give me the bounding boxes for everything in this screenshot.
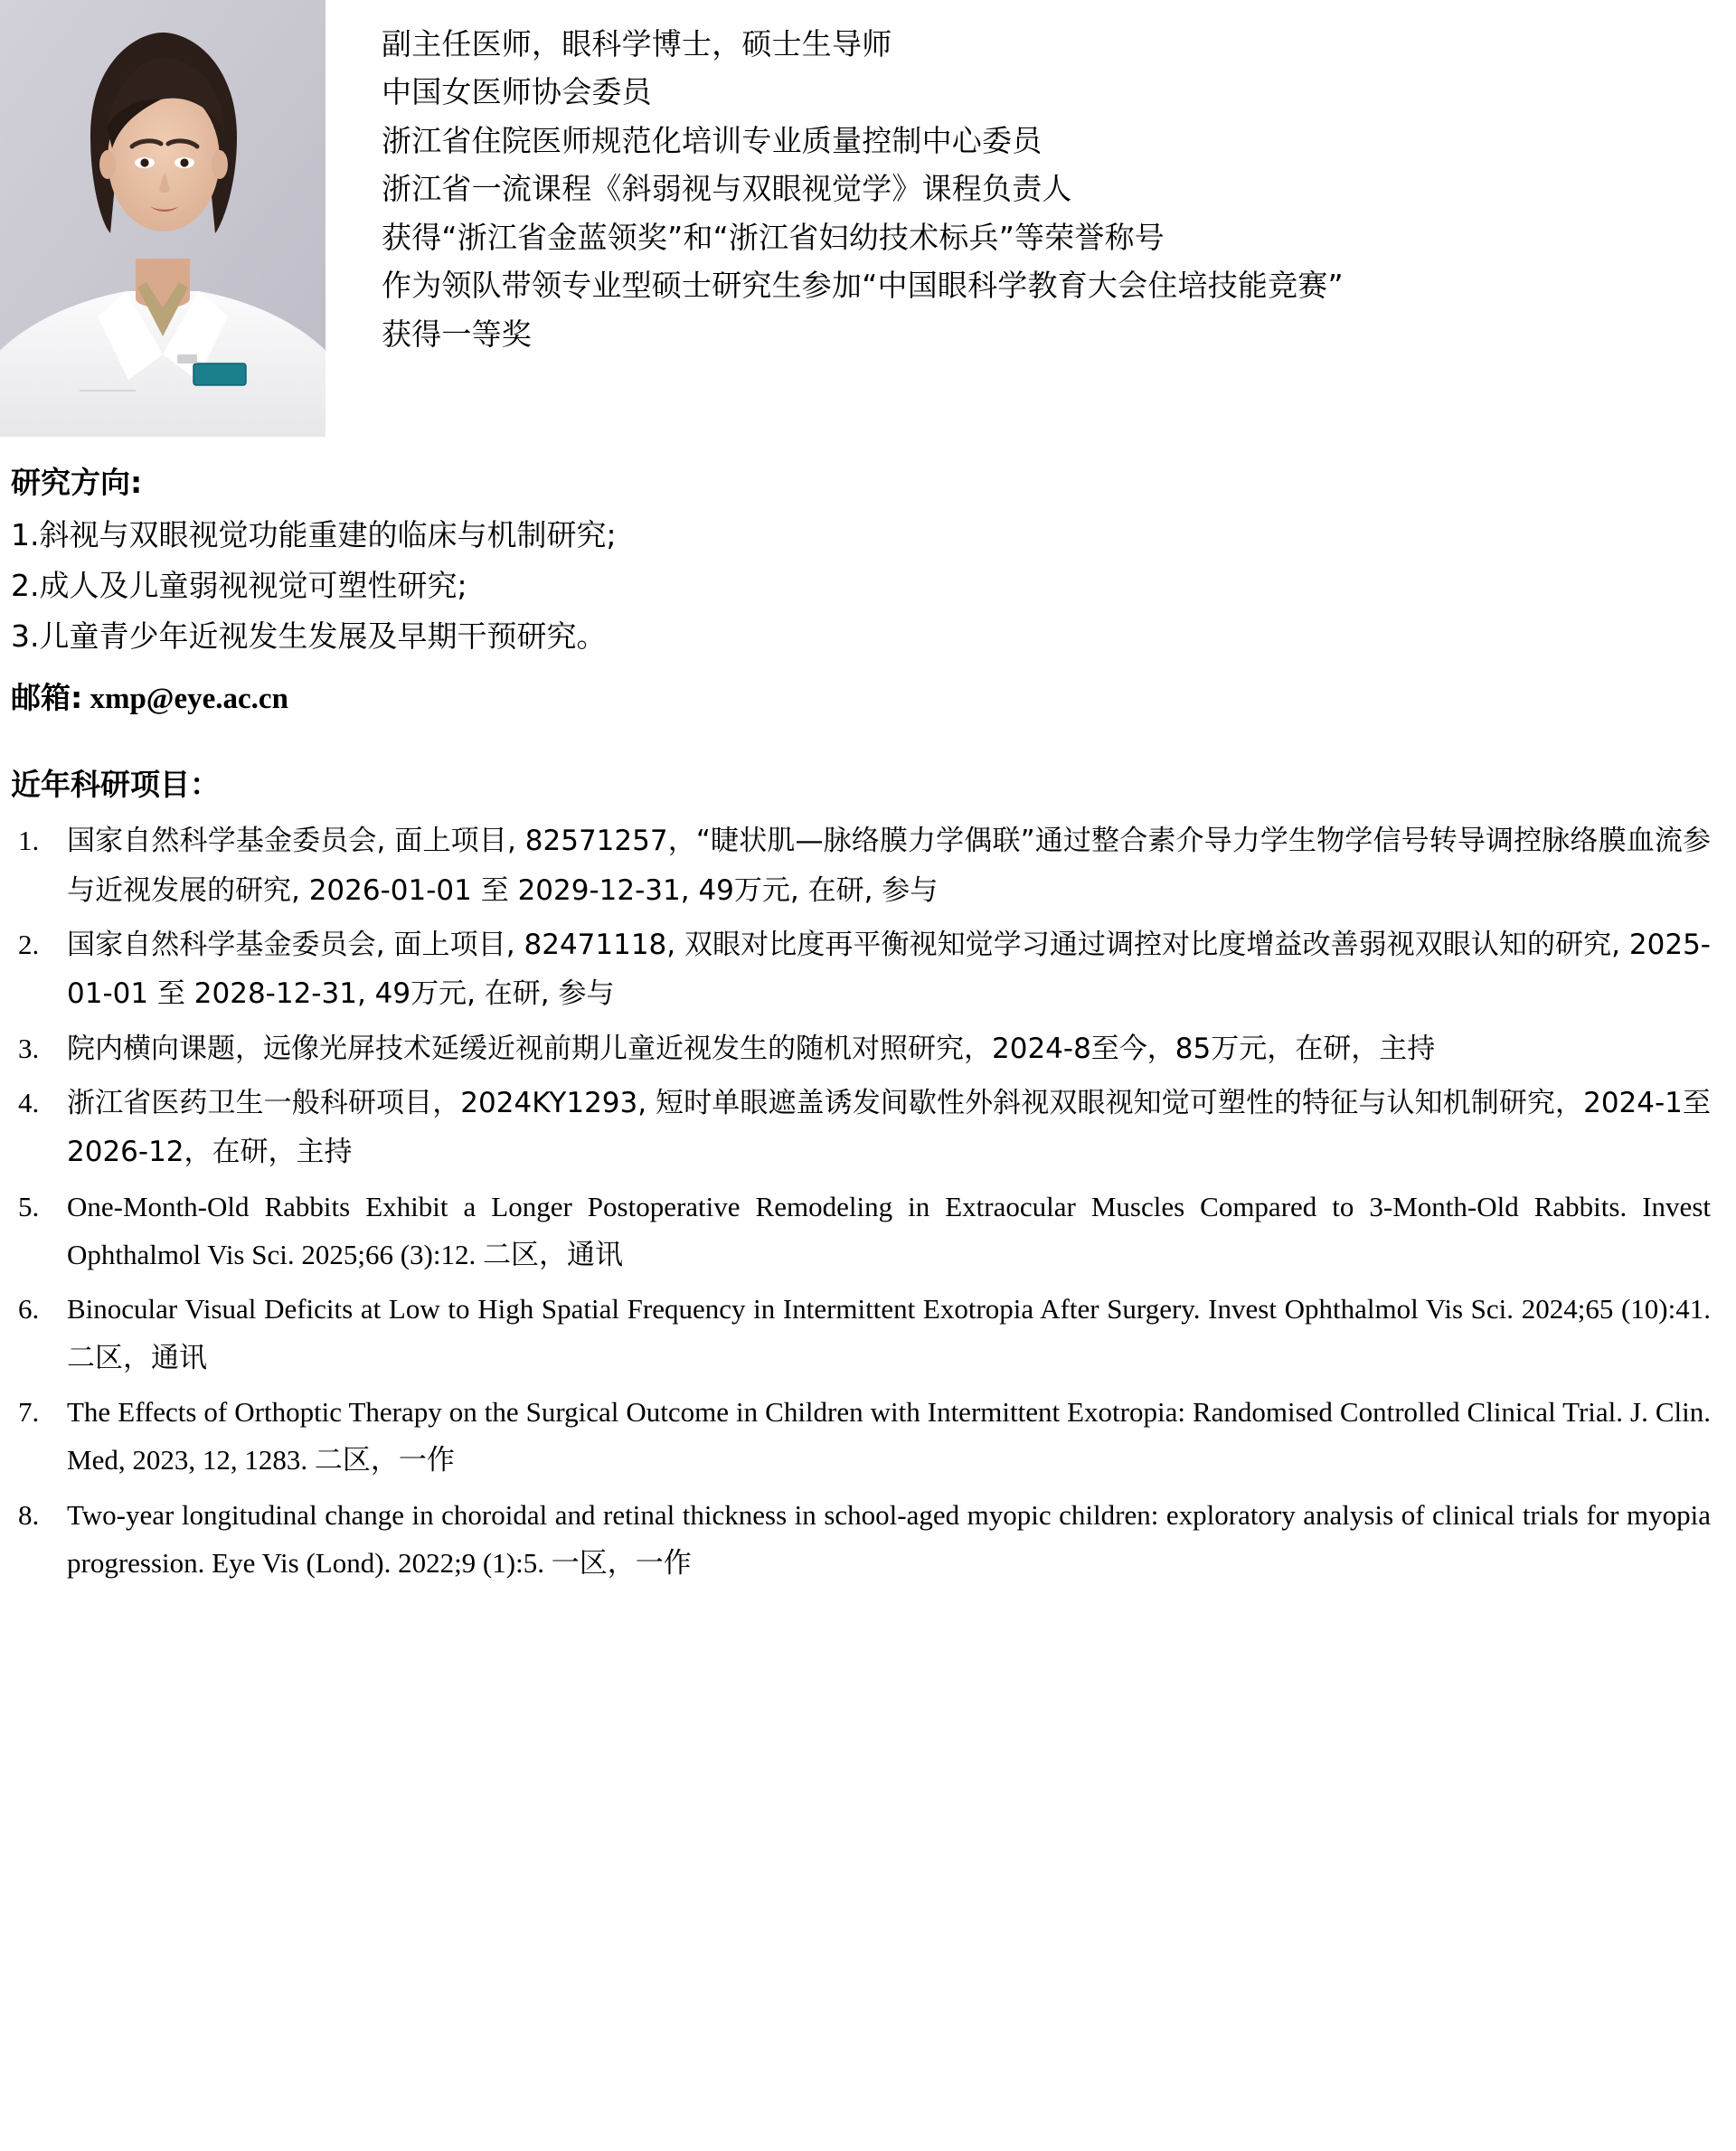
project-number: 3. xyxy=(18,1032,40,1064)
projects-section xyxy=(0,761,1736,804)
profile-header xyxy=(0,0,1736,437)
project-item xyxy=(11,1024,1711,1073)
portrait-photo xyxy=(0,0,326,437)
project-tag: 二区，一作 xyxy=(314,1444,455,1477)
credential-line: 浙江省住院医师规范化培训专业质量控制中心委员 xyxy=(382,122,1043,158)
project-text: Two-year longitudinal change in choroidal and retinal thickness in school-aged myopic children: exploratory analysis of clinical trials for myopia progression. Eye Vis (Lond). 2022;9 (1):5. xyxy=(67,1498,1711,1579)
research-direction-item: 3.儿童青少年近视发生发展及早期干预研究。 xyxy=(11,618,607,654)
research-direction-item: 2.成人及儿童弱视视觉可塑性研究; xyxy=(11,567,467,603)
email-address[interactable]: xmp@eye.ac.cn xyxy=(90,682,288,715)
project-item xyxy=(11,1183,1711,1280)
project-item xyxy=(11,1491,1711,1589)
project-number: 8. xyxy=(18,1498,40,1531)
credential-line: 中国女医师协会委员 xyxy=(382,74,652,110)
credential-line: 作为领队带领专业型硕士研究生参加“中国眼科学教育大会住培技能竞赛” xyxy=(382,268,1344,304)
email-row xyxy=(11,675,1711,722)
project-text: Binocular Visual Deficits at Low to High Spatial Frequency in Intermittent Exotropia After Surgery. Invest Ophthalmol Vis Sci. 2024;65 (10):41. xyxy=(67,1293,1711,1326)
project-item xyxy=(11,920,1711,1019)
project-text: 浙江省医药卫生一般科研项目，2024KY1293, 短时单眼遮盖诱发间歇性外斜视双眼视知觉可塑性的特征与认知机制研究，2024-1至2026-12，在研，主持 xyxy=(67,1087,1711,1169)
project-item xyxy=(11,1285,1711,1382)
credential-line: 浙江省一流课程《斜弱视与双眼视觉学》课程负责人 xyxy=(382,171,1072,207)
project-text: The Effects of Orthoptic Therapy on the Surgical Outcome in Children with Intermittent Exotropia: Randomised Controlled Clinical Trial. J. Clin. Med, 2023, 12, 1283. xyxy=(67,1395,1711,1476)
project-number: 7. xyxy=(18,1395,40,1428)
projects-list xyxy=(0,816,1736,1588)
project-tag: 二区，通讯 xyxy=(67,1341,207,1374)
credential-line: 副主任医师，眼科学博士，硕士生导师 xyxy=(382,26,892,61)
portrait-illustration xyxy=(0,0,326,437)
project-number: 2. xyxy=(18,929,40,961)
research-direction-item: 1.斜视与双眼视觉功能重建的临床与机制研究; xyxy=(11,516,617,552)
project-text: One-Month-Old Rabbits Exhibit a Longer Postoperative Remodeling in Extraocular Muscles Compared to 3-Month-Old Rabbits. Invest Ophthalmol Vis Sci. 2025;66 (3):12. xyxy=(67,1190,1711,1270)
project-item xyxy=(11,1079,1711,1177)
project-number: 4. xyxy=(18,1087,40,1119)
project-item xyxy=(11,816,1711,915)
credential-line: 获得一等奖 xyxy=(382,316,532,352)
project-tag: 二区，通讯 xyxy=(482,1238,623,1271)
projects-title: 近年科研项目： xyxy=(11,767,220,803)
project-tag: 一区，一作 xyxy=(551,1546,692,1580)
project-text: 院内横向课题，远像光屏技术延缓近视前期儿童近视发生的随机对照研究，2024-8至今，85万元，在研，主持 xyxy=(67,1032,1436,1065)
project-item xyxy=(11,1388,1711,1486)
credential-line: 获得“浙江省金蓝领奖”和“浙江省妇幼技术标兵”等荣誉称号 xyxy=(382,219,1165,255)
email-label: 邮箱: xyxy=(11,679,83,715)
research-directions-section xyxy=(0,460,1736,722)
research-directions-title: 研究方向: xyxy=(11,465,143,500)
project-text: 国家自然科学基金委员会, 面上项目, 82571257，“睫状肌—脉络膜力学偶联”通过整合素介导力学生物学信号转导调控脉络膜血流参与近视发展的研究, 2026-01-01 至 2029-12-31, 49万元, 在研, 参与 xyxy=(67,825,1711,907)
project-number: 5. xyxy=(18,1190,40,1222)
project-number: 6. xyxy=(18,1293,40,1326)
project-number: 1. xyxy=(18,825,40,857)
project-text: 国家自然科学基金委员会, 面上项目, 82471118, 双眼对比度再平衡视知觉学习通过调控对比度增益改善弱视双眼认知的研究, 2025-01-01 至 2028-12-31, 49万元, 在研, 参与 xyxy=(67,929,1711,1011)
credential-list xyxy=(326,0,1736,358)
